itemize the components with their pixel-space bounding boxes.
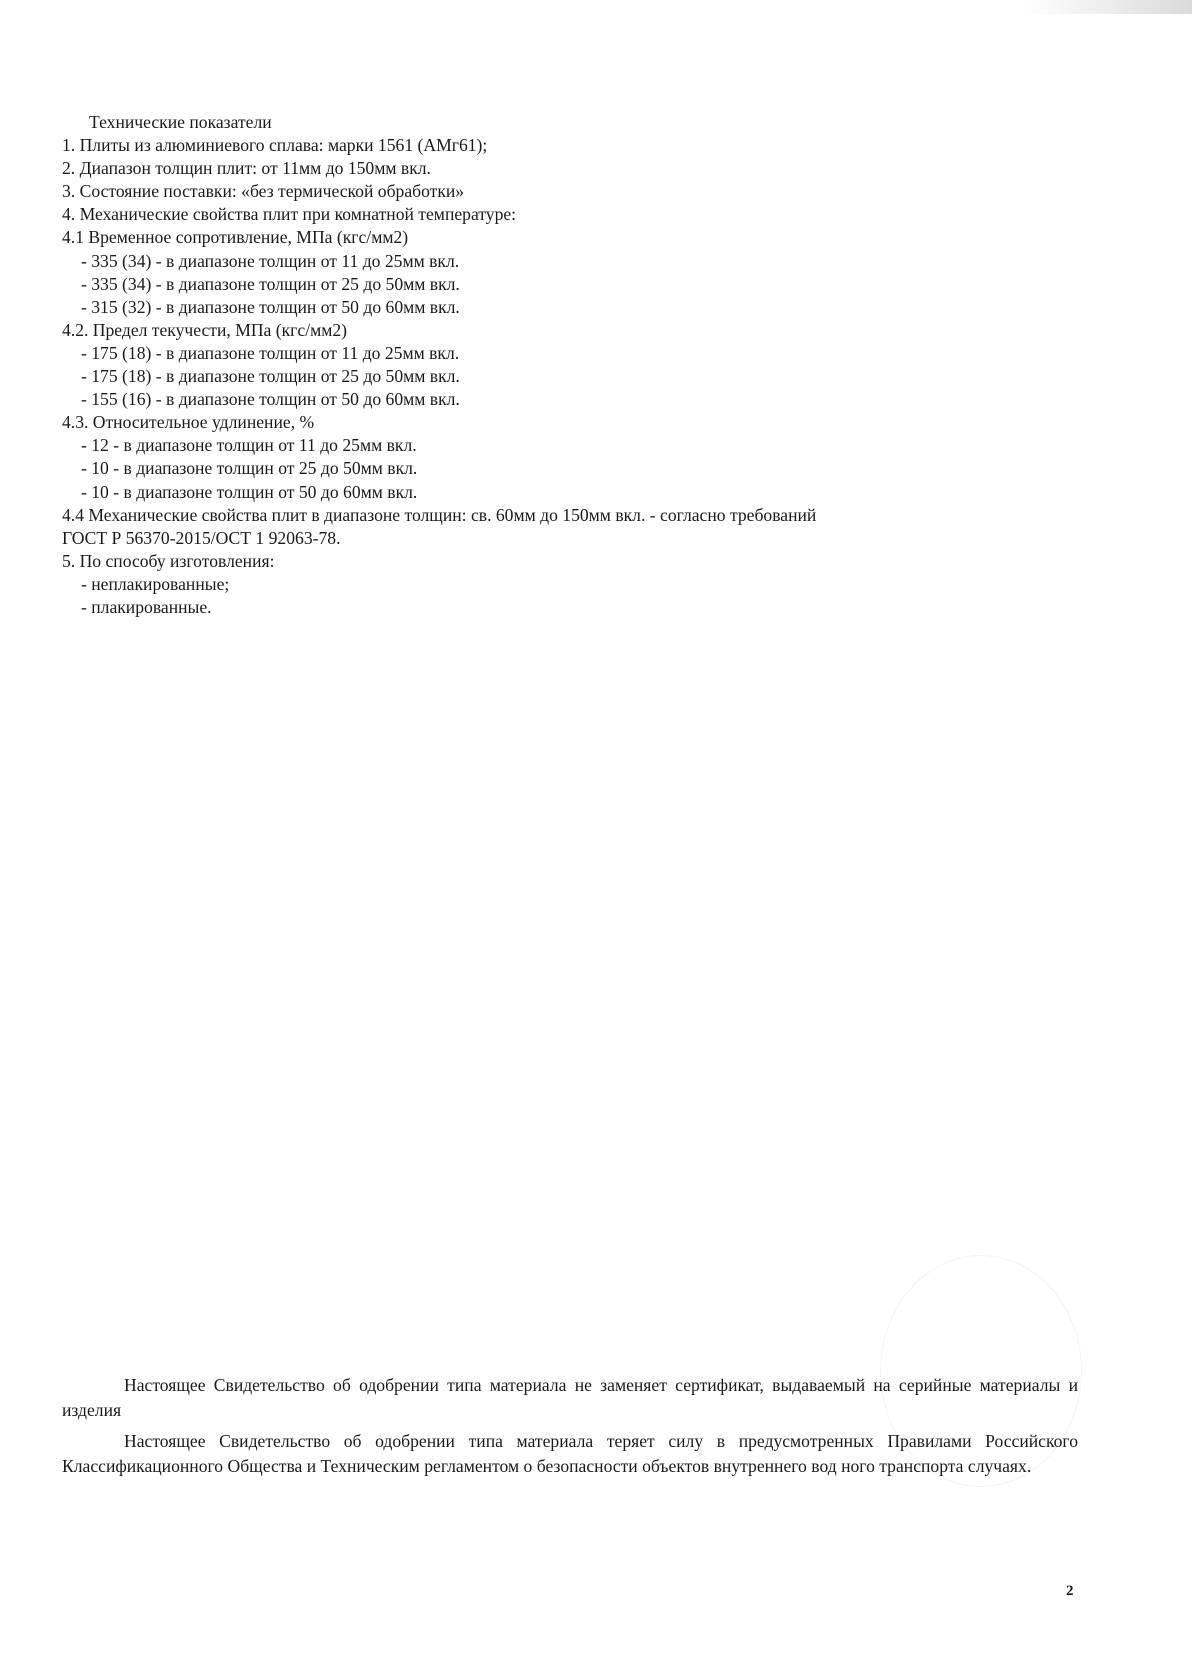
scan-edge-shadow [1022,0,1192,14]
spec-sub-item: - 175 (18) - в диапазоне толщин от 11 до 25мм вкл. [81,342,460,363]
technical-specifications [62,111,1062,619]
spec-sub-item: - 335 (34) - в диапазоне толщин от 11 до 25мм вкл. [81,250,460,271]
spec-sub-item: - 10 - в диапазоне толщин от 50 до 60мм вкл. [81,481,418,502]
spec-sub-item: - 10 - в диапазоне толщин от 25 до 50мм вкл. [81,458,418,479]
spec-item: ГОСТ Р 56370-2015/ОСТ 1 92063-78. [62,527,341,548]
spec-sub-item: - 155 (16) - в диапазоне толщин от 50 до 60мм вкл. [81,389,460,410]
spec-item: 4.1 Временное сопротивление, МПа (кгс/мм2) [62,227,409,248]
spec-sub-item: - плакированные. [81,596,212,617]
spec-sub-item: - 315 (32) - в диапазоне толщин от 50 до 60мм вкл. [81,296,460,317]
spec-sub-item: - 175 (18) - в диапазоне толщин от 25 до 50мм вкл. [81,366,460,387]
spec-sub-item: - 12 - в диапазоне толщин от 11 до 25мм вкл. [81,435,417,456]
spec-item: 1. Плиты из алюминиевого сплава: марки 1561 (АМг61); [62,135,488,156]
spec-item: 2. Диапазон толщин плит: от 11мм до 150мм вкл. [62,158,431,179]
specification-lines [62,134,1062,619]
note-paragraph-2: Настоящее Свидетельство об одобрении типа материала теряет силу в предусмотренных Правилами Российского Классификационного Общества и Техническим регламентом о безопасности объектов внутреннего вод ного транспорта случаях. [62,1431,1078,1476]
section-title: Технические показатели [89,112,272,132]
spec-item: 4. Механические свойства плит при комнатной температуре: [62,204,517,225]
spec-sub-item: - 335 (34) - в диапазоне толщин от 25 до 50мм вкл. [81,273,460,294]
spec-sub-item: - неплакированные; [81,573,230,594]
spec-item: 4.2. Предел текучести, МПа (кгс/мм2) [62,319,348,340]
page-number: 2 [1066,1583,1074,1599]
spec-item: 3. Состояние поставки: «без термической обработки» [62,181,465,202]
spec-item: 4.3. Относительное удлинение, % [62,412,315,433]
spec-item: 5. По способу изготовления: [62,550,275,571]
note-paragraph-1: Настоящее Свидетельство об одобрении типа материала не заменяет сертификат, выдаваемый на серийные материалы и изделия [62,1375,1078,1420]
spec-item: 4.4 Механические свойства плит в диапазоне толщин: св. 60мм до 150мм вкл. - согласно требований [62,504,817,525]
certificate-notes [62,1373,1078,1485]
